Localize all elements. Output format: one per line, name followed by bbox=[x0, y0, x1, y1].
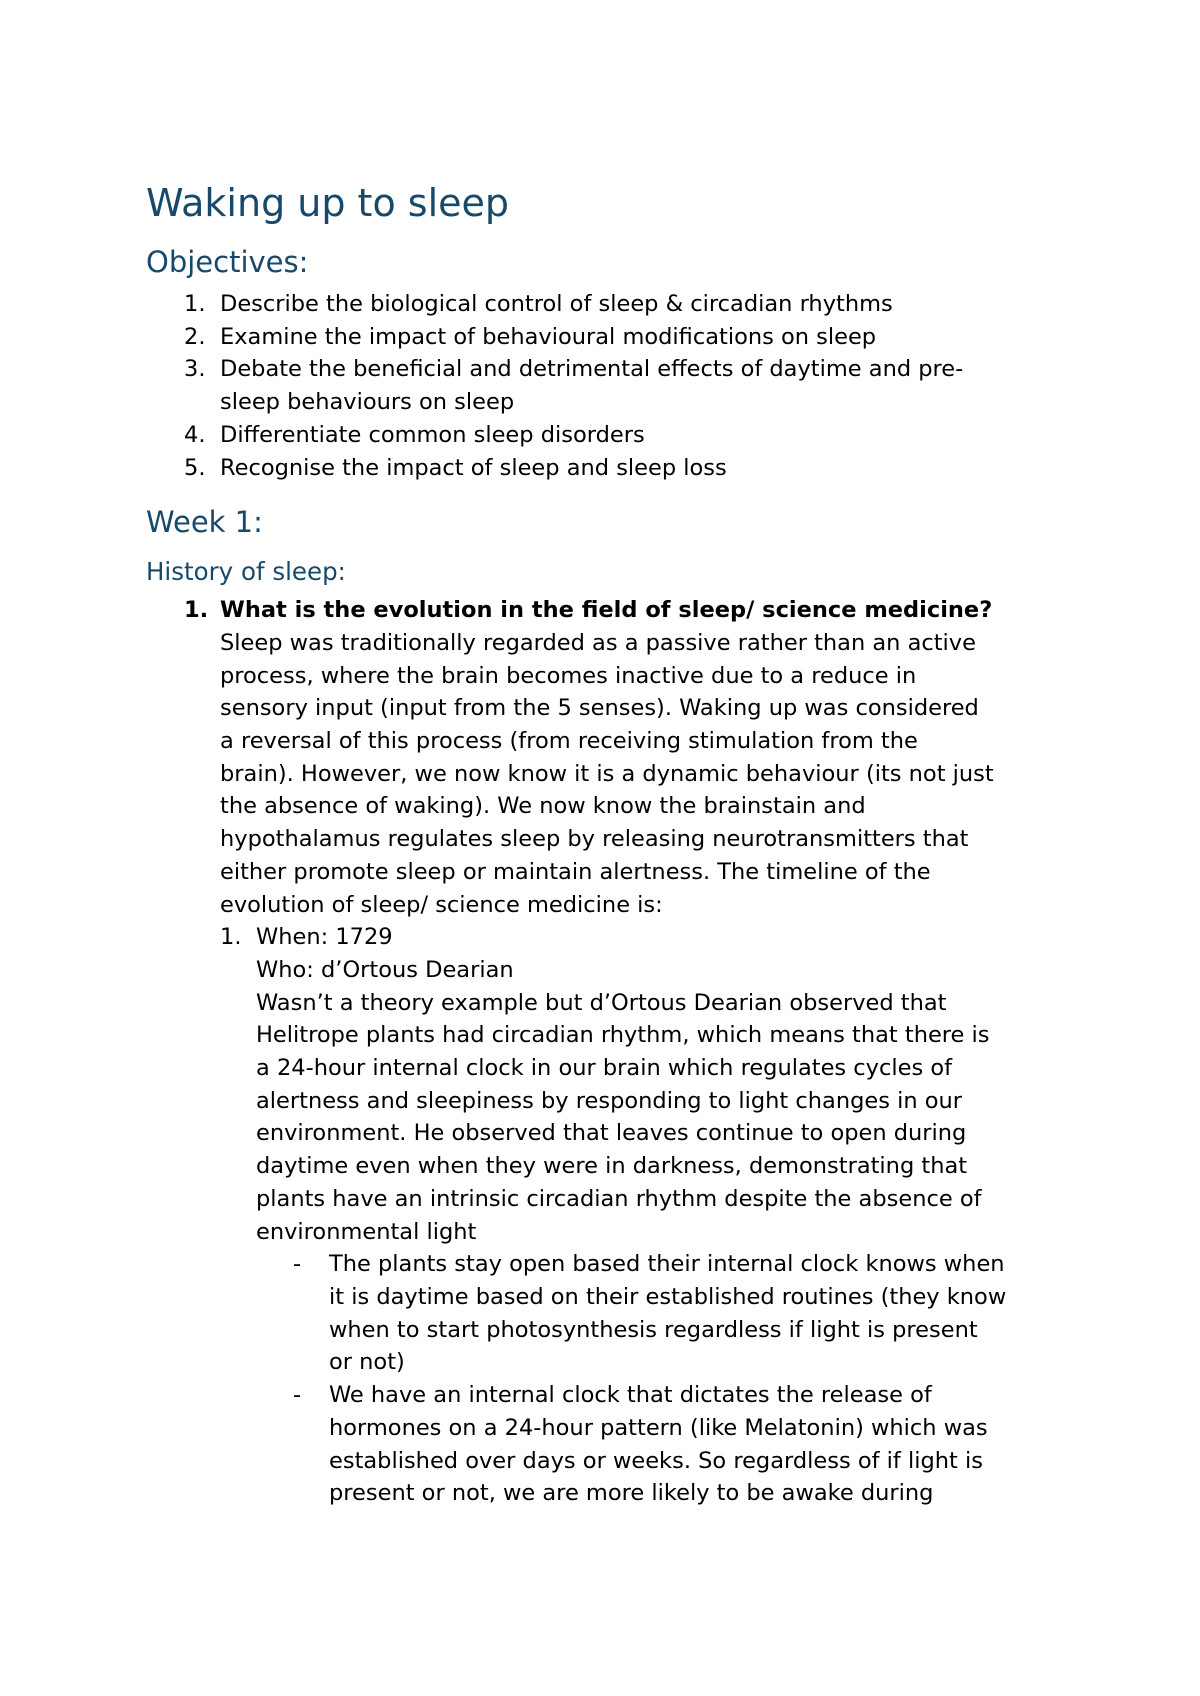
bullet-line: We have an internal clock that dictates the release of bbox=[329, 1382, 932, 1409]
answer-line: sensory input (input from the 5 senses). Waking up was considered bbox=[220, 695, 979, 722]
list-number: 4. bbox=[184, 421, 206, 448]
timeline-line: environmental light bbox=[256, 1218, 477, 1245]
objective-text: Recognise the impact of sleep and sleep loss bbox=[220, 454, 727, 481]
bullet-line: present or not, we are more likely to be awake during bbox=[329, 1480, 934, 1507]
objective-item bbox=[146, 353, 1076, 418]
answer-line: the absence of waking). We now know the brainstain and bbox=[220, 793, 866, 820]
timeline-line: Wasn’t a theory example but d’Ortous Dearian observed that bbox=[256, 989, 947, 1016]
document-page bbox=[146, 180, 1076, 1510]
objective-text: Debate the beneficial and detrimental effects of daytime and pre- bbox=[220, 356, 964, 383]
list-number: 5. bbox=[184, 454, 206, 481]
timeline-item bbox=[220, 921, 1076, 1510]
list-number: 1. bbox=[184, 291, 206, 317]
week-heading: Week 1: bbox=[146, 505, 263, 540]
answer-line: brain). However, we now know it is a dynamic behaviour (its not just bbox=[220, 760, 994, 787]
bullet-line: when to start photosynthesis regardless if light is present bbox=[329, 1316, 978, 1343]
objective-item bbox=[146, 321, 1076, 354]
objective-item bbox=[146, 419, 1076, 452]
answer-line: hypothalamus regulates sleep by releasing neurotransmitters that bbox=[220, 826, 969, 853]
question-list bbox=[146, 594, 1076, 1510]
bullet-line: established over days or weeks. So regardless of if light is bbox=[329, 1447, 983, 1474]
objectives-heading: Objectives: bbox=[146, 245, 309, 279]
timeline-line: daytime even when they were in darkness, demonstrating that bbox=[256, 1153, 968, 1180]
bullet-list bbox=[256, 1248, 1076, 1510]
answer-line: process, where the brain becomes inactive due to a reduce in bbox=[220, 662, 917, 689]
document-title: Waking up to sleep bbox=[146, 181, 510, 225]
question-text: What is the evolution in the field of sleep/ science medicine? bbox=[220, 597, 993, 624]
timeline-line: When: 1729 bbox=[256, 924, 393, 951]
bullet-line: or not) bbox=[329, 1349, 405, 1376]
bullet-item bbox=[256, 1379, 1076, 1510]
answer-line: a reversal of this process (from receiving stimulation from the bbox=[220, 728, 918, 755]
timeline-line: Helitrope plants had circadian rhythm, which means that there is bbox=[256, 1022, 990, 1049]
objectives-list bbox=[146, 288, 1076, 484]
answer-line: either promote sleep or maintain alertness. The timeline of the bbox=[220, 858, 931, 885]
bullet-line: hormones on a 24-hour pattern (like Melatonin) which was bbox=[329, 1414, 988, 1441]
dash-bullet: - bbox=[293, 1382, 302, 1409]
objective-text: sleep behaviours on sleep bbox=[220, 389, 515, 416]
timeline-line: alertness and sleepiness by responding to light changes in our bbox=[256, 1087, 963, 1114]
bullet-line: The plants stay open based their internal clock knows when bbox=[329, 1251, 1005, 1278]
objective-text: Examine the impact of behavioural modifications on sleep bbox=[220, 323, 877, 350]
bullet-item bbox=[256, 1248, 1076, 1379]
list-number: 1. bbox=[220, 924, 242, 951]
objective-item bbox=[146, 452, 1076, 485]
list-number: 2. bbox=[184, 323, 206, 350]
objective-text: Differentiate common sleep disorders bbox=[220, 421, 645, 448]
dash-bullet: - bbox=[293, 1251, 302, 1278]
timeline-list bbox=[220, 921, 1076, 1510]
list-number: 1. bbox=[184, 597, 209, 624]
answer-line: evolution of sleep/ science medicine is: bbox=[220, 891, 663, 918]
timeline-line: environment. He observed that leaves continue to open during bbox=[256, 1120, 967, 1147]
timeline-line: plants have an intrinsic circadian rhythm despite the absence of bbox=[256, 1185, 982, 1212]
list-number: 3. bbox=[184, 356, 206, 383]
timeline-line: Who: d’Ortous Dearian bbox=[256, 956, 514, 983]
answer-line: Sleep was traditionally regarded as a passive rather than an active bbox=[220, 629, 976, 656]
objective-text: Describe the biological control of sleep & circadian rhythms bbox=[220, 291, 893, 317]
bullet-line: it is daytime based on their established routines (they know bbox=[329, 1283, 1007, 1310]
section-subheading: History of sleep: bbox=[146, 557, 346, 587]
objective-item bbox=[146, 288, 1076, 321]
timeline-line: a 24-hour internal clock in our brain which regulates cycles of bbox=[256, 1055, 953, 1082]
question-item bbox=[146, 594, 1076, 1510]
